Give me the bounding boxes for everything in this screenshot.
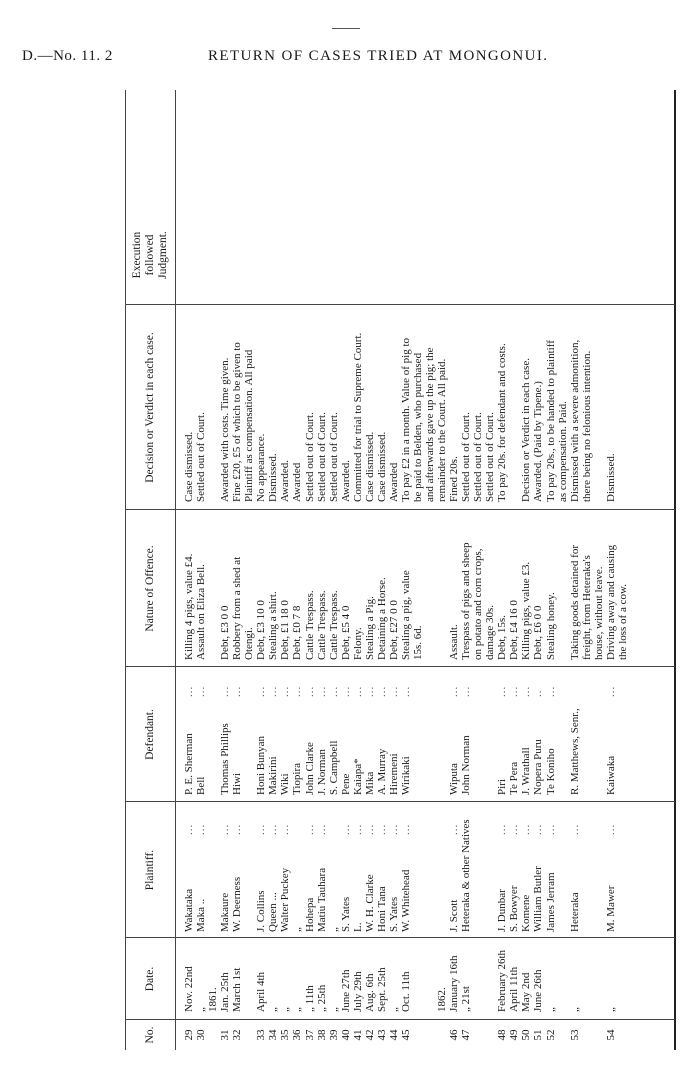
defendant-leader-dots: ... bbox=[508, 685, 521, 697]
row-plaintiff: James Jerram bbox=[544, 872, 557, 932]
table-row bbox=[460, 90, 472, 1050]
row-nature: Debt, £5 4 0 bbox=[339, 605, 352, 660]
plaintiff-leader-dots: ... bbox=[375, 823, 388, 835]
defendant-leader-dots: ... bbox=[267, 685, 280, 697]
row-decision: Awarded. bbox=[339, 459, 352, 502]
row-plaintiff: Heteraka bbox=[568, 892, 581, 932]
table-row bbox=[376, 90, 388, 1050]
row-defendant: R. Matthews, Senr., bbox=[568, 708, 581, 795]
row-date: June 27th bbox=[339, 969, 352, 1012]
row-defendant: Thomas Phillips bbox=[219, 723, 232, 795]
row-decision: To pay 20s., to be handed to plaintiff bbox=[544, 340, 557, 502]
row-number: 54 bbox=[604, 1029, 617, 1041]
plaintiff-leader-dots: ... bbox=[544, 823, 557, 835]
table-row bbox=[448, 90, 460, 1050]
table-row bbox=[472, 90, 484, 1050]
row-number: 39 bbox=[327, 1029, 340, 1041]
header-defendant: Defendant. bbox=[143, 709, 156, 760]
row-nature: Otengi. bbox=[243, 627, 256, 660]
row-date: 1862. bbox=[436, 987, 449, 1012]
row-decision: be paid to Belden, who purchased bbox=[411, 352, 424, 502]
row-nature: Debt, 15s. bbox=[496, 615, 509, 660]
row-defendant: Wirikaki bbox=[399, 756, 412, 795]
plaintiff-leader-dots: ... bbox=[399, 823, 412, 835]
row-date: April 11th bbox=[508, 966, 521, 1012]
plaintiff-leader-dots: ... bbox=[363, 823, 376, 835]
row-decision: Settled out of Court. bbox=[303, 412, 316, 502]
defendant-leader-dots: ... bbox=[448, 685, 461, 697]
row-defendant: Nopera Puru bbox=[532, 739, 545, 795]
row-decision: Decision or Verdict in each case. bbox=[520, 358, 533, 502]
row-defendant: J. Norman bbox=[315, 749, 328, 795]
row-number: 44 bbox=[387, 1029, 400, 1041]
defendant-leader-dots: ... bbox=[219, 685, 232, 697]
plaintiff-leader-dots: ... bbox=[255, 823, 268, 835]
plaintiff-leader-dots: ... bbox=[448, 823, 461, 835]
plaintiff-leader-dots: ... bbox=[604, 823, 617, 835]
row-number: 42 bbox=[363, 1029, 376, 1041]
row-number: 48 bbox=[496, 1029, 509, 1041]
plaintiff-leader-dots: ... bbox=[339, 823, 352, 835]
plaintiff-leader-dots: ... bbox=[315, 823, 328, 835]
row-number: 37 bbox=[303, 1029, 316, 1041]
row-decision: Case dismissed. bbox=[363, 431, 376, 502]
row-plaintiff: S. Yates bbox=[387, 896, 400, 932]
row-number: 29 bbox=[183, 1029, 195, 1041]
header-no: No. bbox=[143, 1026, 156, 1044]
row-nature: Felony. bbox=[351, 627, 364, 660]
plaintiff-leader-dots: ... bbox=[532, 823, 545, 835]
row-defendant: Te Koniho bbox=[544, 748, 557, 795]
row-plaintiff: Makaure bbox=[219, 892, 232, 932]
row-decision: Fine £20, £5 of which to be given to bbox=[231, 342, 244, 502]
row-number: 34 bbox=[267, 1029, 280, 1041]
header-nature: Nature of Offence. bbox=[143, 545, 156, 632]
row-decision: Case dismissed. bbox=[183, 431, 195, 502]
row-decision: Committed for trial to Supreme Court. bbox=[351, 332, 364, 502]
defendant-leader-dots: ... bbox=[375, 685, 388, 697]
header-execution: Execution followed Judgment. bbox=[130, 231, 169, 279]
row-date: February 26th bbox=[496, 949, 509, 1012]
row-decision: Dismissed. bbox=[267, 453, 280, 502]
row-decision: To pay £2 in a month. Value of pig to bbox=[399, 337, 412, 502]
row-date: July 29th bbox=[351, 971, 364, 1012]
row-number: 51 bbox=[532, 1029, 545, 1041]
row-nature: Robbery from a shed at bbox=[231, 556, 244, 660]
row-defendant: Wiki bbox=[279, 773, 292, 795]
row-defendant: Kaiwaka bbox=[604, 755, 617, 795]
defendant-leader-dots: ... bbox=[183, 685, 195, 697]
row-date: March 1st bbox=[231, 967, 244, 1012]
row-decision: Dismissed. bbox=[604, 453, 617, 502]
row-date: June 26th bbox=[532, 969, 545, 1012]
row-date: „ bbox=[544, 1007, 557, 1012]
rotated-table-wrapper bbox=[125, 90, 675, 1050]
defendant-leader-dots: ... bbox=[496, 685, 509, 697]
row-nature: house, without leave. bbox=[592, 566, 605, 660]
row-defendant: Mika bbox=[363, 771, 376, 795]
header-decision: Decision or Verdict in each case. bbox=[143, 332, 156, 483]
header-plaintiff: Plaintiff. bbox=[143, 849, 156, 891]
row-decision: Settled out of Court. bbox=[327, 412, 340, 502]
row-decision: as compensation. Paid. bbox=[556, 401, 569, 502]
table-row bbox=[593, 90, 605, 1050]
row-nature: Taking goods detained for bbox=[568, 544, 581, 660]
row-date: Nov. 22nd bbox=[183, 966, 195, 1012]
table-row bbox=[291, 90, 303, 1050]
row-plaintiff: J. Dunbar bbox=[496, 889, 509, 932]
row-date: „ 11th bbox=[303, 985, 316, 1012]
row-decision: Dismissed with a severe admonition, bbox=[568, 339, 581, 502]
row-plaintiff: „ bbox=[291, 927, 304, 932]
table-row bbox=[557, 90, 569, 1050]
row-nature: Debt, £4 16 0 bbox=[508, 600, 521, 660]
page-number: D.—No. 11. 2 bbox=[22, 48, 113, 64]
row-defendant: Hiwi bbox=[231, 773, 244, 795]
row-defendant: Kaiapa* bbox=[351, 758, 364, 795]
row-number: 53 bbox=[568, 1029, 581, 1041]
row-defendant: John Norman bbox=[460, 735, 473, 795]
row-date: „ bbox=[279, 1007, 292, 1012]
row-number: 36 bbox=[291, 1029, 304, 1041]
row-plaintiff: Honi Tana bbox=[375, 886, 388, 932]
row-number: 45 bbox=[399, 1029, 412, 1041]
table-row bbox=[496, 90, 508, 1050]
plaintiff-leader-dots: ... bbox=[351, 823, 364, 835]
row-decision: Awarded bbox=[387, 462, 400, 502]
table-row bbox=[364, 90, 376, 1050]
row-date: 1861. bbox=[207, 987, 220, 1012]
table-row bbox=[508, 90, 520, 1050]
table-row bbox=[279, 90, 291, 1050]
table-row bbox=[231, 90, 243, 1050]
row-nature: Killing 4 pigs, value £4. bbox=[183, 553, 195, 660]
defendant-leader-dots: ... bbox=[544, 685, 557, 697]
row-date: January 16th bbox=[448, 955, 461, 1012]
row-defendant: J. Wrathall bbox=[520, 747, 533, 795]
plaintiff-leader-dots: ... bbox=[496, 823, 509, 835]
row-nature: Stealing a shirt. bbox=[267, 591, 280, 660]
row-plaintiff: „ bbox=[327, 927, 340, 932]
table-edge bbox=[674, 90, 676, 1050]
defendant-leader-dots: ... bbox=[339, 685, 352, 697]
table-row bbox=[605, 90, 617, 1050]
row-decision: remainder to the Court. All paid. bbox=[436, 358, 449, 502]
table-row bbox=[304, 90, 316, 1050]
plaintiff-leader-dots: ... bbox=[520, 823, 533, 835]
row-date: „ bbox=[267, 1007, 280, 1012]
row-nature: Detaining a Horse. bbox=[375, 577, 388, 660]
defendant-leader-dots: ... bbox=[520, 685, 533, 697]
defendant-leader-dots: ... bbox=[399, 685, 412, 697]
row-defendant: Honi Bunyan bbox=[255, 736, 268, 795]
row-decision: Settled out of Court. bbox=[195, 412, 208, 502]
row-date: „ bbox=[291, 1007, 304, 1012]
row-nature: Stealing a pig, value bbox=[399, 570, 412, 660]
row-nature: the loss of a cow. bbox=[616, 584, 629, 660]
row-nature: Debt, £27 0 0 bbox=[387, 600, 400, 660]
table-row bbox=[532, 90, 544, 1050]
plaintiff-leader-dots: ... bbox=[279, 823, 292, 835]
defendant-leader-dots: ... bbox=[279, 685, 292, 697]
row-decision: Settled out of Court. bbox=[315, 412, 328, 502]
table-row bbox=[195, 90, 207, 1050]
row-plaintiff: L. bbox=[351, 922, 364, 932]
row-plaintiff: Wakataka bbox=[183, 888, 195, 932]
row-decision: there being no felonious intention. bbox=[580, 350, 593, 502]
row-date: „ bbox=[568, 1007, 581, 1012]
row-defendant: Te Pera bbox=[508, 761, 521, 795]
plaintiff-leader-dots: ... bbox=[267, 823, 280, 835]
table-row bbox=[520, 90, 532, 1050]
row-nature: Cattle Trespass. bbox=[327, 590, 340, 660]
defendant-leader-dots: ... bbox=[363, 685, 376, 697]
row-nature: Stealing a Pig. bbox=[363, 596, 376, 660]
row-date: „ bbox=[195, 1007, 208, 1012]
row-plaintiff: S. Yates bbox=[339, 896, 352, 932]
row-number: 52 bbox=[544, 1029, 557, 1041]
plaintiff-leader-dots: ... bbox=[568, 823, 581, 835]
table-row bbox=[255, 90, 267, 1050]
row-plaintiff: M. Mawer bbox=[604, 885, 617, 932]
table-row bbox=[424, 90, 436, 1050]
table-row bbox=[267, 90, 279, 1050]
row-date: April 4th bbox=[255, 971, 268, 1012]
plaintiff-leader-dots: ... bbox=[219, 823, 232, 835]
table-row bbox=[388, 90, 400, 1050]
row-nature: Debt, £1 18 0 bbox=[279, 600, 292, 660]
row-date: Jan. 25th bbox=[219, 972, 232, 1012]
row-number: 43 bbox=[375, 1029, 388, 1041]
row-plaintiff: W. Deerness bbox=[231, 876, 244, 932]
row-defendant: Tiopira bbox=[291, 763, 304, 795]
plaintiff-leader-dots: ... bbox=[387, 823, 400, 835]
row-date: Sept. 25th bbox=[375, 967, 388, 1012]
table-row bbox=[436, 90, 448, 1050]
row-nature: damage 30s. bbox=[484, 605, 497, 660]
row-decision: No appearance. bbox=[255, 433, 268, 502]
header-date: Date. bbox=[143, 966, 156, 992]
table-row bbox=[617, 90, 629, 1050]
row-date: „ bbox=[387, 1007, 400, 1012]
table-row bbox=[219, 90, 231, 1050]
row-plaintiff: Hohepa bbox=[303, 897, 316, 932]
row-decision: Awarded. (Paid by Tipene.) bbox=[532, 381, 545, 502]
table-row bbox=[207, 90, 219, 1050]
defendant-leader-dots: ... bbox=[303, 685, 316, 697]
table-row bbox=[400, 90, 412, 1050]
plaintiff-leader-dots: ... bbox=[195, 823, 208, 835]
row-decision: Awarded bbox=[291, 462, 304, 502]
table-row bbox=[183, 90, 195, 1050]
row-nature: Stealing honey. bbox=[544, 592, 557, 660]
plaintiff-leader-dots: ... bbox=[508, 823, 521, 835]
defendant-leader-dots: .. bbox=[532, 689, 545, 697]
table-row bbox=[328, 90, 340, 1050]
row-number: 31 bbox=[219, 1029, 232, 1041]
row-date: „ 21st bbox=[460, 986, 473, 1012]
row-decision: Settled out of Court. bbox=[460, 412, 473, 502]
row-defendant: S. Campbell bbox=[327, 740, 340, 795]
table-row bbox=[484, 90, 496, 1050]
header-rule bbox=[175, 90, 176, 1050]
row-plaintiff: Komene bbox=[520, 894, 533, 932]
row-number: 38 bbox=[315, 1029, 328, 1041]
row-number: 50 bbox=[520, 1029, 533, 1041]
row-plaintiff: J. Scott bbox=[448, 899, 461, 932]
row-date: „ bbox=[327, 1007, 340, 1012]
row-number: 33 bbox=[255, 1029, 268, 1041]
row-decision: Settled out of Court. bbox=[484, 412, 497, 502]
row-nature: Assault on Eliza Bell. bbox=[195, 564, 208, 660]
row-nature: freight, from Heteraka's bbox=[580, 555, 593, 660]
row-plaintiff: Heteraka & other Natives bbox=[460, 819, 473, 932]
row-number: 41 bbox=[351, 1029, 364, 1041]
row-nature: Trespass of pigs and sheep bbox=[460, 542, 473, 660]
table-row bbox=[545, 90, 557, 1050]
table-row bbox=[412, 90, 424, 1050]
row-number: 49 bbox=[508, 1029, 521, 1041]
row-defendant: A. Murray bbox=[375, 748, 388, 795]
table-row bbox=[243, 90, 255, 1050]
row-nature: Debt, £6 0 0 bbox=[532, 605, 545, 660]
row-decision: Fined 20s. bbox=[448, 456, 461, 502]
defendant-leader-dots: ... bbox=[327, 685, 340, 697]
row-plaintiff: W. Whitehead bbox=[399, 869, 412, 932]
row-nature: Debt, £3 0 0 bbox=[219, 605, 232, 660]
page-title: RETURN OF CASES TRIED AT MONGONUI. bbox=[208, 48, 549, 64]
row-decision: Awarded with costs. Time given. bbox=[219, 357, 232, 502]
defendant-leader-dots: ... bbox=[604, 685, 617, 697]
row-defendant: Pene bbox=[339, 773, 352, 795]
row-decision: and afterwards gave up the pig; the bbox=[424, 347, 436, 502]
table-row bbox=[569, 90, 581, 1050]
row-decision: To pay 20s. for defendant and costs. bbox=[496, 343, 509, 502]
row-nature: Killing pigs, value £3. bbox=[520, 561, 533, 660]
row-date: „ bbox=[604, 1007, 617, 1012]
row-defendant: Wiputa bbox=[448, 763, 461, 795]
row-date: „ 25th bbox=[315, 984, 328, 1012]
defendant-leader-dots: ... bbox=[351, 685, 364, 697]
row-plaintiff: Walter Puckey bbox=[279, 867, 292, 932]
plaintiff-leader-dots: ... bbox=[303, 823, 316, 835]
row-number: 35 bbox=[279, 1029, 292, 1041]
row-nature: Assault. bbox=[448, 624, 461, 660]
defendant-leader-dots: ... bbox=[387, 685, 400, 697]
row-number: 30 bbox=[195, 1029, 208, 1041]
row-number: 47 bbox=[460, 1029, 473, 1041]
table-row bbox=[352, 90, 364, 1050]
row-date: Aug. 6th bbox=[363, 973, 376, 1012]
plaintiff-leader-dots: ... bbox=[231, 823, 244, 835]
row-plaintiff: William Butler bbox=[532, 866, 545, 932]
table-row bbox=[316, 90, 328, 1050]
row-nature: Driving away and causing bbox=[604, 544, 617, 660]
row-plaintiff: J. Collins bbox=[255, 890, 268, 932]
row-nature: on potato and corn crops, bbox=[472, 548, 485, 660]
row-date: May 2nd bbox=[520, 972, 533, 1012]
table-row bbox=[581, 90, 593, 1050]
defendant-leader-dots: ... bbox=[291, 685, 304, 697]
row-nature: Cattle Trespass. bbox=[315, 590, 328, 660]
row-decision: Plaintiff as compensation. All paid bbox=[243, 349, 256, 502]
row-defendant: John Clarke bbox=[303, 742, 316, 795]
row-date: Oct. 11th bbox=[399, 971, 412, 1012]
row-nature: Debt, £3 10 0 bbox=[255, 600, 268, 660]
defendant-leader-dots: ... bbox=[231, 685, 244, 697]
row-defendant: Makirini bbox=[267, 756, 280, 795]
plaintiff-leader-dots: ... bbox=[183, 823, 195, 835]
row-number: 32 bbox=[231, 1029, 244, 1041]
cases-table bbox=[125, 90, 675, 1050]
row-plaintiff: Maka .. bbox=[195, 898, 208, 932]
row-plaintiff: Queen ... bbox=[267, 892, 280, 932]
top-rule bbox=[332, 28, 360, 29]
row-defendant: Bell bbox=[195, 776, 208, 795]
row-decision: Awarded. bbox=[279, 459, 292, 502]
defendant-leader-dots: ... bbox=[460, 685, 473, 697]
row-defendant: Piri bbox=[496, 779, 509, 795]
row-nature: Cattle Trespass. bbox=[303, 590, 316, 660]
defendant-leader-dots: ... bbox=[195, 685, 208, 697]
row-plaintiff: S. Bowyer bbox=[508, 885, 521, 932]
row-decision: Settled out of Court. bbox=[472, 412, 485, 502]
defendant-leader-dots: ... bbox=[255, 685, 268, 697]
row-plaintiff: Matiu Tauhara bbox=[315, 867, 328, 932]
table-row bbox=[340, 90, 352, 1050]
row-plaintiff: W. H. Clarke bbox=[363, 874, 376, 932]
row-number: 46 bbox=[448, 1029, 461, 1041]
row-defendant: P. E. Sherman bbox=[183, 733, 195, 795]
row-nature: Debt, £0 7 8 bbox=[291, 605, 304, 660]
row-number: 40 bbox=[339, 1029, 352, 1041]
row-defendant: Hiremeni bbox=[387, 753, 400, 795]
row-decision: Case dismissed. bbox=[375, 431, 388, 502]
row-nature: 15s. 6d. bbox=[411, 625, 424, 660]
defendant-leader-dots: ... bbox=[315, 685, 328, 697]
